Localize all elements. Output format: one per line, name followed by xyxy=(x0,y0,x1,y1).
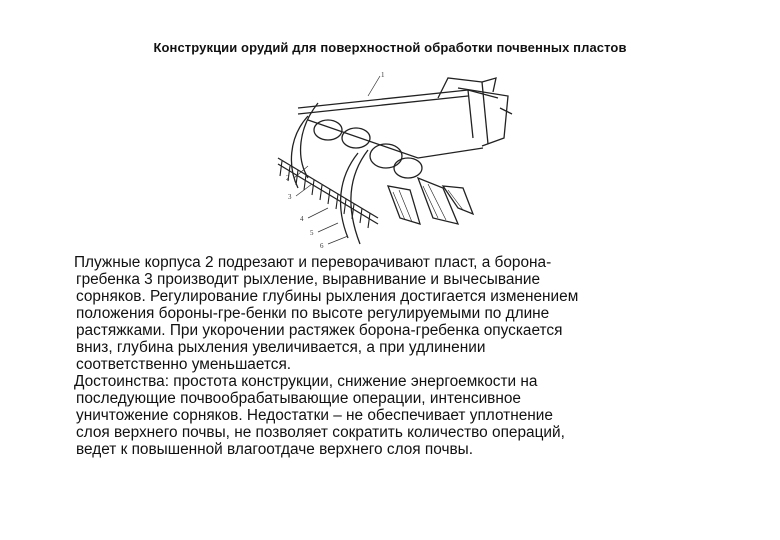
text-line: слоя верхнего почвы, не позволяет сократить количество операций, xyxy=(76,424,565,441)
text-line: гребенка 3 производит рыхление, выравнивание и вычесывание xyxy=(76,271,541,288)
paragraph-pros-cons xyxy=(62,373,722,458)
plow-harrow-illustration xyxy=(268,68,518,254)
callout-2: 2 xyxy=(286,174,290,182)
text-line: последующие почвообрабатывающие операции, интенсивное xyxy=(76,390,521,407)
paragraph-description xyxy=(62,254,722,373)
body-text xyxy=(62,254,722,458)
callout-5: 5 xyxy=(310,229,314,237)
text-line: растяжками. При укорочении растяжек борона-гребенка опускается xyxy=(76,322,563,339)
text-line: уничтожение сорняков. Недостатки – не обеспечивает уплотнение xyxy=(76,407,553,424)
text-line: Плужные корпуса 2 подрезают и переворачивают пласт, а борона- xyxy=(74,254,552,271)
text-line: положения бороны-гре-бенки по высоте регулируемыми по длине xyxy=(76,305,550,322)
text-line: ведет к повышенной влагоотдаче верхнего слоя почвы. xyxy=(76,441,473,458)
plow-drawing xyxy=(268,68,518,254)
text-line: сорняков. Регулирование глубины рыхления достигается изменением xyxy=(76,288,579,305)
callout-3: 3 xyxy=(288,193,292,201)
text-line: Достоинства: простота конструкции, снижение энергоемкости на xyxy=(74,373,538,390)
text-line: соответственно уменьшается. xyxy=(76,356,292,373)
callout-1: 1 xyxy=(381,71,385,79)
page-title: Конструкции орудий для поверхностной обработки почвенных пластов xyxy=(153,40,627,55)
callout-4: 4 xyxy=(300,215,304,223)
text-line: вниз, глубина рыхления увеличивается, а при удлинении xyxy=(76,339,486,356)
callout-6: 6 xyxy=(320,242,324,250)
